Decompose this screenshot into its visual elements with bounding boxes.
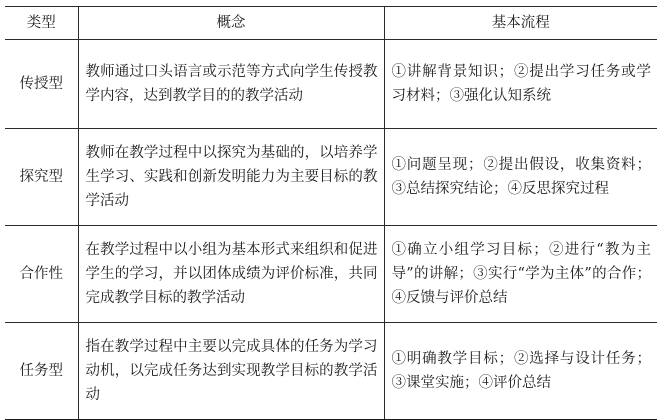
type-cell: 任务型 [5,323,78,420]
process-cell: ①明确教学目标；②选择与设计任务；③课堂实施；④评价总结 [384,323,657,420]
process-cell: ①问题呈现；②提出假设，收集资料；③总结探究结论；④反思探究过程 [384,129,657,226]
concept-cell: 教师在教学过程中以探究为基础的，以培养学生学习、实践和创新发明能力为主要目标的教学活动 [78,129,384,226]
teaching-types-table-container [5,6,657,420]
process-cell: ①讲解背景知识；②提出学习任务或学习材料；③强化认知系统 [384,40,657,129]
table-row [5,129,657,226]
process-cell: ①确立小组学习目标；②进行“教为主导”的讲解；③实行“学为主体”的合作；④反馈与评价总结 [384,226,657,323]
concept-cell: 在教学过程中以小组为基本形式来组织和促进学生的学习，并以团体成绩为评价标准，共同完成教学目标的教学活动 [78,226,384,323]
type-cell: 传授型 [5,40,78,129]
type-cell: 合作性 [5,226,78,323]
concept-cell: 教师通过口头语言或示范等方式向学生传授教学内容，达到教学目的的教学活动 [78,40,384,129]
table-header [5,7,657,40]
table-body [5,40,657,420]
header-concept: 概念 [78,7,384,40]
teaching-types-table [5,6,657,420]
header-row [5,7,657,40]
header-process: 基本流程 [384,7,657,40]
header-type: 类型 [5,7,78,40]
type-cell: 探究型 [5,129,78,226]
table-row [5,40,657,129]
table-row [5,226,657,323]
concept-cell: 指在教学过程中主要以完成具体的任务为学习动机，以完成任务达到实现教学目标的教学活动 [78,323,384,420]
